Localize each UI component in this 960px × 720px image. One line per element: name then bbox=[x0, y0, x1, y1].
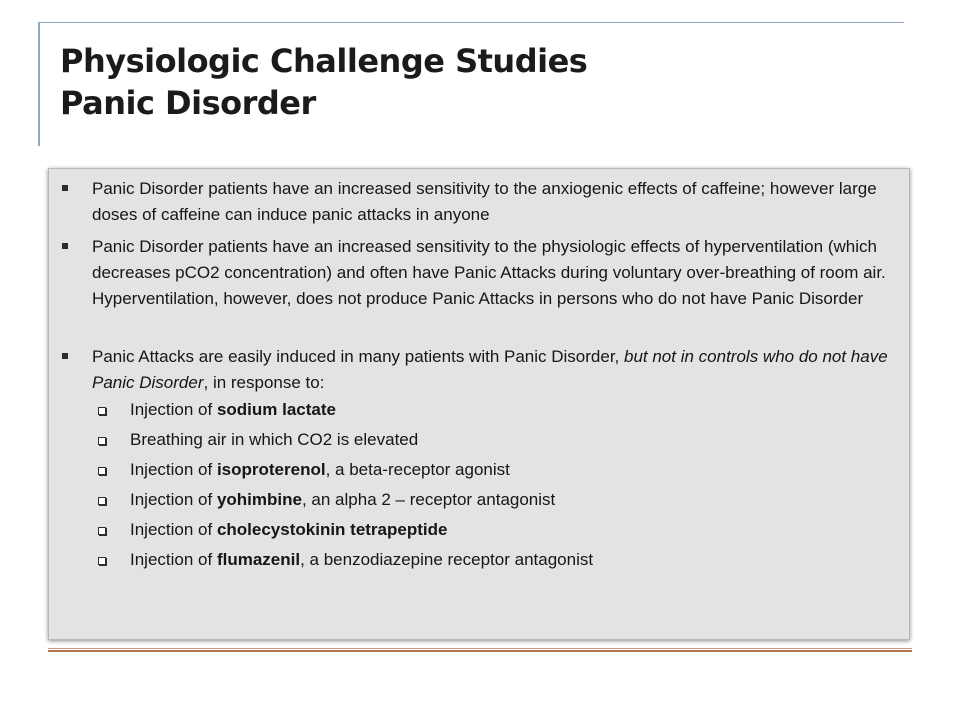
square-bullet-icon bbox=[62, 243, 68, 249]
sub-item-co2 bbox=[130, 427, 890, 453]
slide-title bbox=[60, 40, 587, 124]
bullet-item-caffeine bbox=[92, 176, 904, 228]
hollow-square-bullet-icon bbox=[98, 407, 106, 415]
hollow-square-bullet-icon bbox=[98, 497, 106, 505]
sub-item-flumazenil bbox=[130, 547, 890, 573]
sub-item-sodium-lactate bbox=[130, 397, 890, 423]
sub-item-bold: flumazenil bbox=[216, 550, 301, 569]
slide-title-line-2: Panic Disorder bbox=[60, 84, 316, 122]
bullet-item-panic-induction bbox=[92, 344, 904, 396]
sub-item-bold: sodium lactate bbox=[216, 400, 336, 419]
sub-item-yohimbine bbox=[130, 487, 890, 513]
sub-item-bold: yohimbine bbox=[216, 490, 302, 509]
hollow-square-bullet-icon bbox=[98, 467, 106, 475]
bullet-text-italic: but not in controls who do not have Panic Disorder bbox=[92, 347, 888, 392]
sub-item-prefix: Injection of bbox=[130, 460, 217, 479]
sub-item-prefix: Breathing air in which CO2 is elevated bbox=[130, 430, 419, 449]
sub-item-prefix: Injection of bbox=[130, 400, 217, 419]
hollow-square-bullet-icon bbox=[98, 437, 106, 445]
square-bullet-icon bbox=[62, 185, 68, 191]
frame-left-line bbox=[38, 22, 40, 146]
frame-top-line bbox=[40, 22, 904, 23]
square-bullet-icon bbox=[62, 353, 68, 359]
sub-item-cholecystokinin bbox=[130, 517, 890, 543]
bullet-text-after: , in response to: bbox=[203, 373, 325, 392]
bottom-rule-thin bbox=[48, 648, 912, 649]
sub-item-suffix: , a benzodiazepine receptor antagonist bbox=[300, 550, 594, 569]
sub-item-bold: isoproterenol bbox=[216, 460, 326, 479]
bullet-text: Panic Disorder patients have an increased sensitivity to the anxiogenic effects of caffeine; however large doses of caffeine can induce panic attacks in anyone bbox=[92, 179, 877, 224]
slide-title-line-1: Physiologic Challenge Studies bbox=[60, 42, 588, 80]
bullet-text: Panic Disorder patients have an increased sensitivity to the physiologic effects of hyperventilation (which decreases pCO2 concentration) and often have Panic Attacks during voluntary over-breathing of room air. Hyperventilation, however, does not produce Panic Attacks in persons who do not have Panic Disorder bbox=[92, 237, 886, 308]
sub-item-suffix: , an alpha 2 – receptor antagonist bbox=[301, 490, 556, 509]
sub-item-prefix: Injection of bbox=[130, 490, 217, 509]
sub-item-suffix: , a beta-receptor agonist bbox=[325, 460, 510, 479]
sub-item-isoproterenol bbox=[130, 457, 890, 483]
sub-item-bold: cholecystokinin tetrapeptide bbox=[216, 520, 448, 539]
bullet-text-before: Panic Attacks are easily induced in many patients with Panic Disorder, bbox=[92, 347, 624, 366]
hollow-square-bullet-icon bbox=[98, 557, 106, 565]
hollow-square-bullet-icon bbox=[98, 527, 106, 535]
sub-item-prefix: Injection of bbox=[130, 550, 217, 569]
bottom-rule-thick bbox=[48, 650, 912, 652]
sub-item-prefix: Injection of bbox=[130, 520, 217, 539]
bullet-item-hyperventilation bbox=[92, 234, 904, 312]
